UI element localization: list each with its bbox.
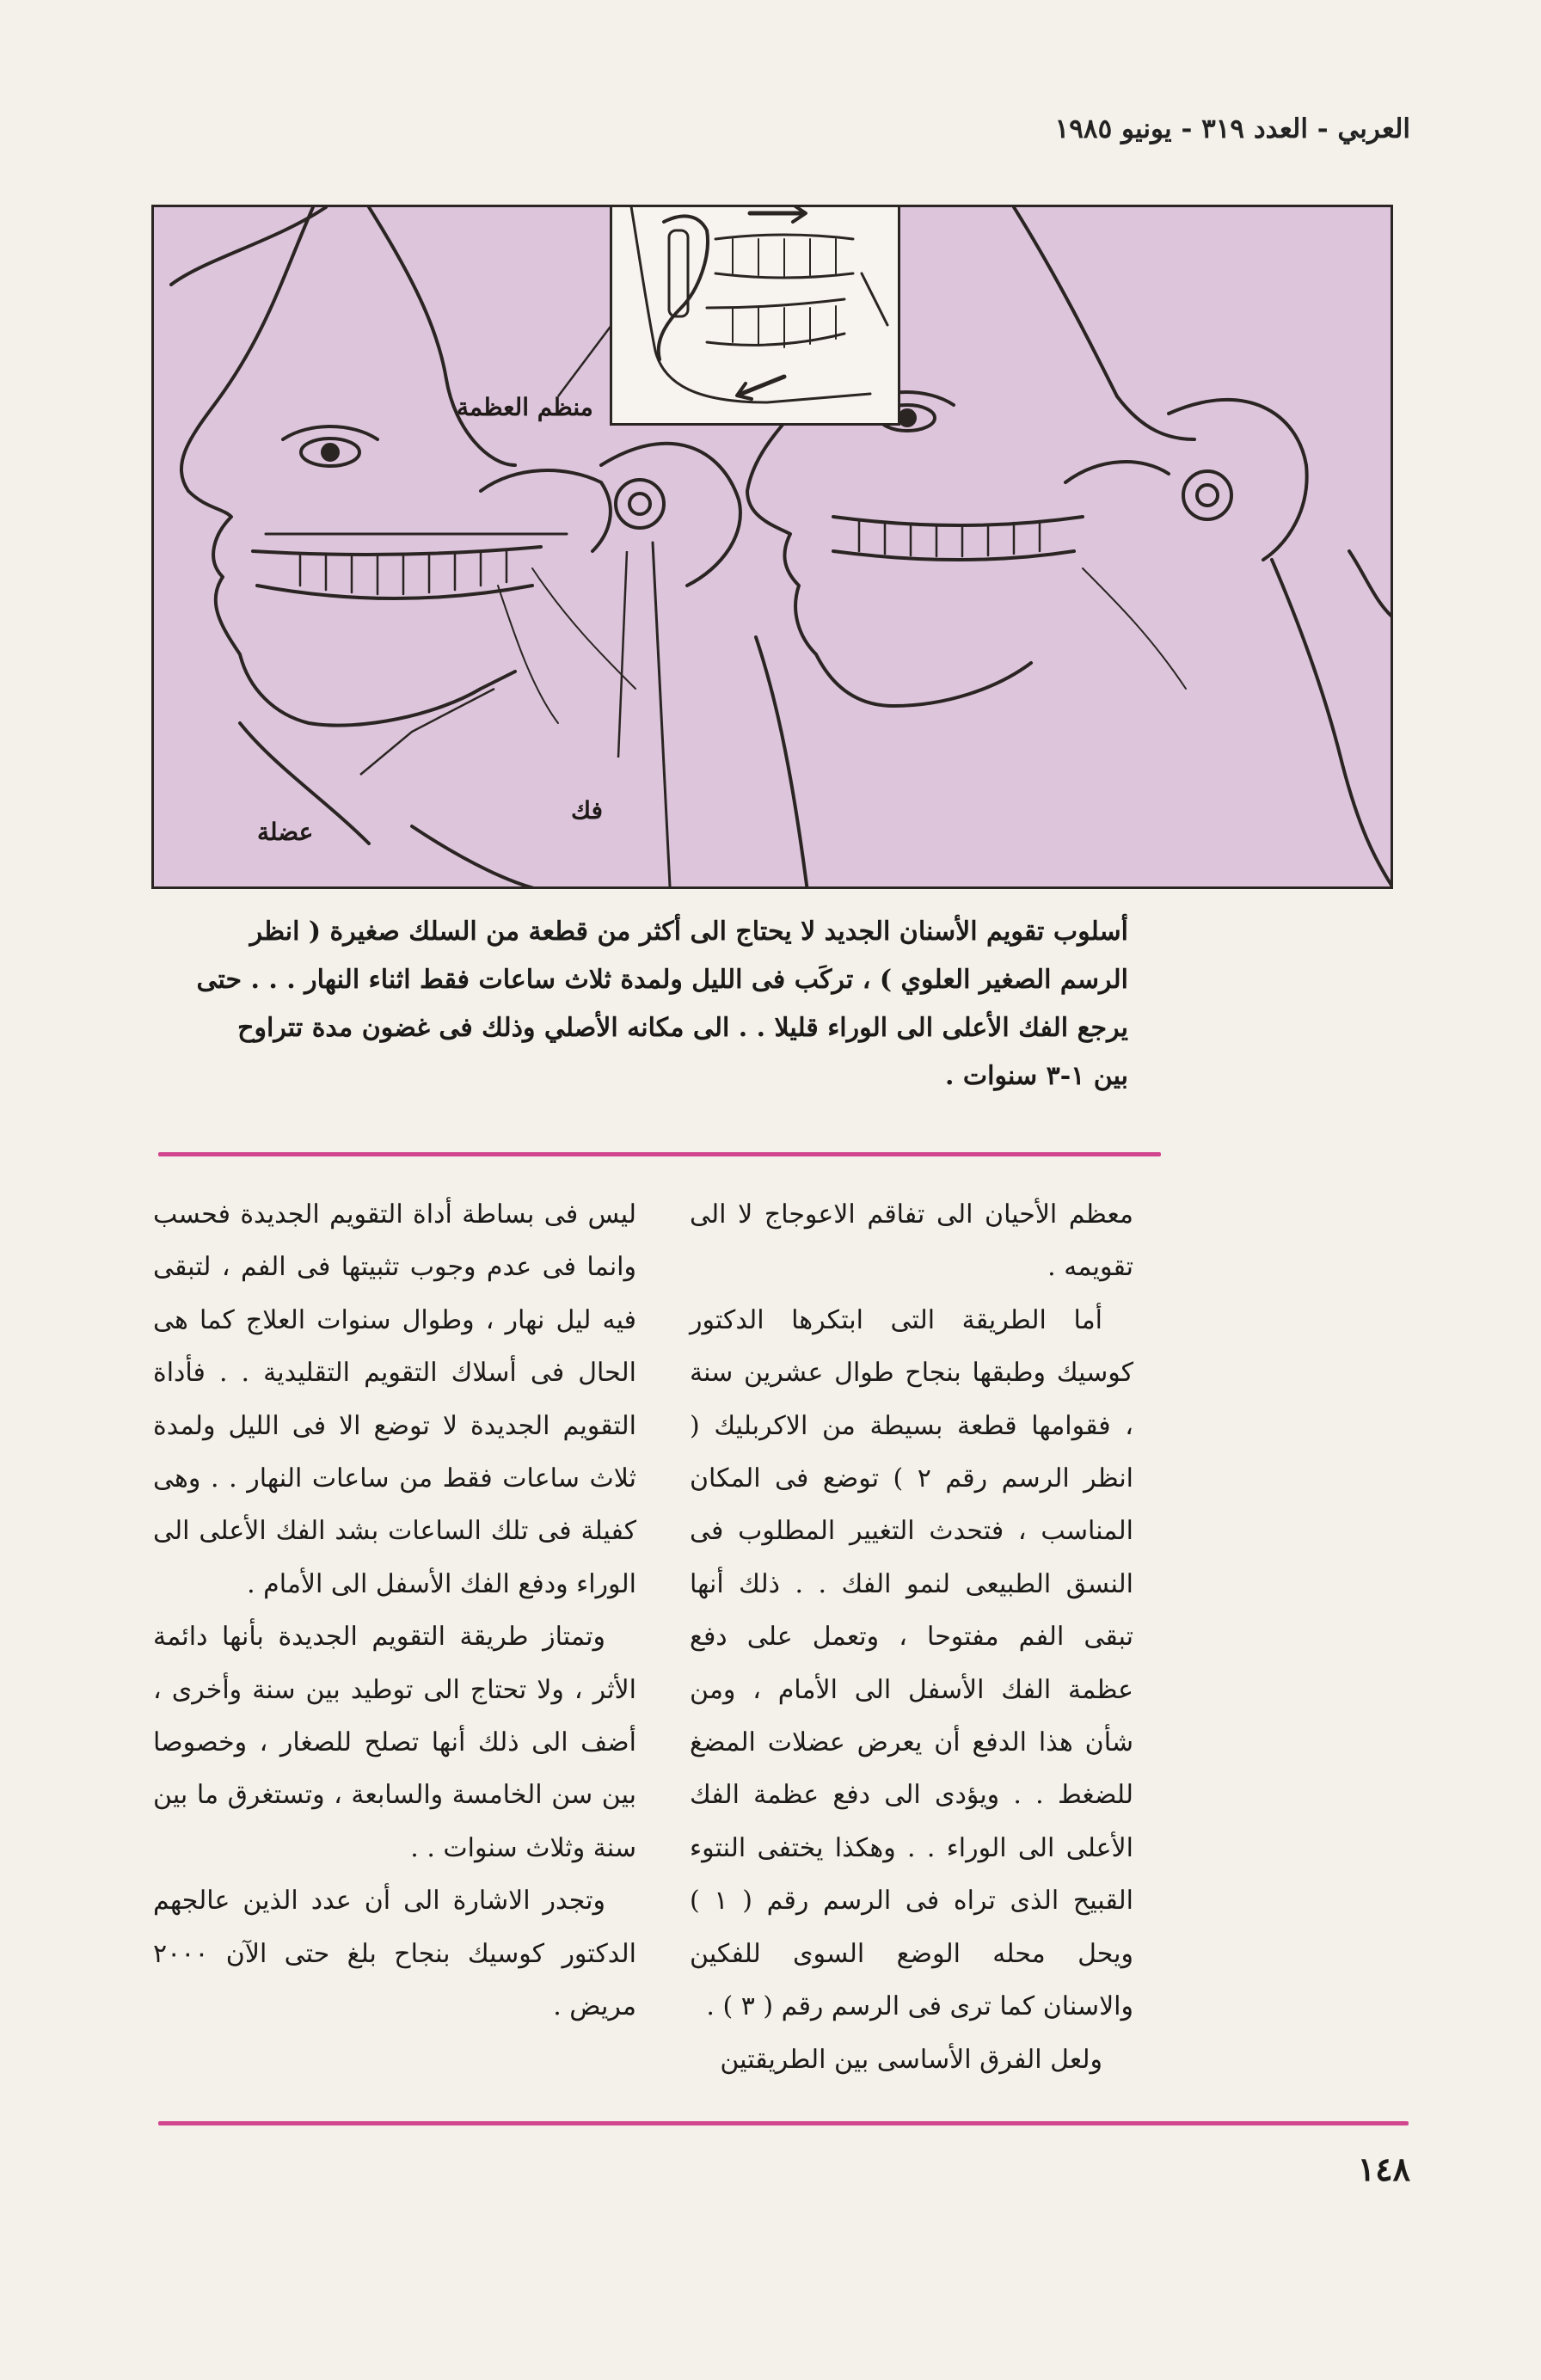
bottom-divider <box>158 2121 1409 2125</box>
caption-line: أسلوب تقويم الأسنان الجديد لا يحتاج الى أكثر من قطعة من السلك صغيرة ( انظر <box>249 917 1128 947</box>
label-jaw: فك <box>571 796 603 825</box>
label-muscle: عضلة <box>257 818 314 846</box>
paragraph: ليس فى بساطة أداة التقويم الجديدة فحسب وانما فى عدم وجوب تثبيتها فى الفم ، لتبقى فيه ليل نهار ، وطوال سنوات العلاج كما هى الحال فى أسلاك التقويم التقليدية . . فأداة التقويم الجديدة لا توضع الا فى الليل ولمدة ثلاث ساعات فقط من ساعات النهار . . وهى كفيلة فى تلك الساعات بشد الفك الأعلى الى الوراء ودفع الفك الأسفل الى الأمام . <box>153 1199 636 1599</box>
label-bone-regulator: منظم العظمة <box>457 393 593 421</box>
page-number: ١٤٨ <box>1357 2150 1410 2188</box>
paragraph: معظم الأحيان الى تفاقم الاعوجاج لا الى تقويمه . <box>690 1199 1133 1283</box>
left-column <box>153 1188 636 2033</box>
caption-line: يرجع الفك الأعلى الى الوراء قليلا . . الى مكانه الأصلي وذلك فى غضون مدة تتراوح <box>237 1013 1128 1043</box>
right-column <box>690 1188 1133 2086</box>
top-divider <box>158 1152 1161 1156</box>
paragraph: أما الطريقة التى ابتكرها الدكتور كوسيك وطبقها بنجاح طوال عشرين سنة ، فقوامها قطعة بسيطة من الاكربليك ( انظر الرسم رقم ٢ ) توضع فى المكان المناسب ، فتحدث التغيير المطلوب فى النسق الطبيعى لنمو الفك . . ذلك أنها تبقى الفم مفتوحا ، وتعمل على دفع عظمة الفك الأسفل الى الأمام ، ومن شأن هذا الدفع أن يعرض عضلات المضغ للضغط . . ويؤدى الى دفع عظمة الفك الأعلى الى الوراء . . وهكذا يختفى النتوء القبيح الذى تراه فى الرسم رقم ( ١ ) ويحل محله الوضع السوى للفكين والاسنان كما ترى فى الرسم رقم ( ٣ ) . <box>690 1304 1133 2022</box>
caption-line: الرسم الصغير العلوي ) ، تركَب فى الليل ولمدة ثلاث ساعات فقط اثناء النهار . . . حتى <box>196 965 1128 995</box>
paragraph: وتجدر الاشارة الى أن عدد الذين عالجهم الدكتور كوسيك بنجاح بلغ حتى الآن ٢٠٠٠ مريض . <box>153 1886 636 2022</box>
running-header: العربي - العدد ٣١٩ - يونيو ١٩٨٥ <box>1054 113 1410 144</box>
paragraph: ولعل الفرق الأساسى بين الطريقتين <box>720 2044 1102 2075</box>
caption-line: بين ١-٣ سنوات . <box>945 1061 1128 1091</box>
inset-appliance-drawing <box>610 205 900 426</box>
illustration-figure <box>151 205 1393 889</box>
paragraph: وتمتاز طريقة التقويم الجديدة بأنها دائمة الأثر ، ولا تحتاج الى توطيد بين سنة وأخرى ، أضف الى ذلك أنها تصلح للصغار ، وخصوصا بين سن الخامسة والسابعة ، وتستغرق ما بين سنة وثلاث سنوات . . <box>153 1622 636 1863</box>
appliance-svg <box>612 205 898 423</box>
figure-caption <box>155 908 1128 1101</box>
